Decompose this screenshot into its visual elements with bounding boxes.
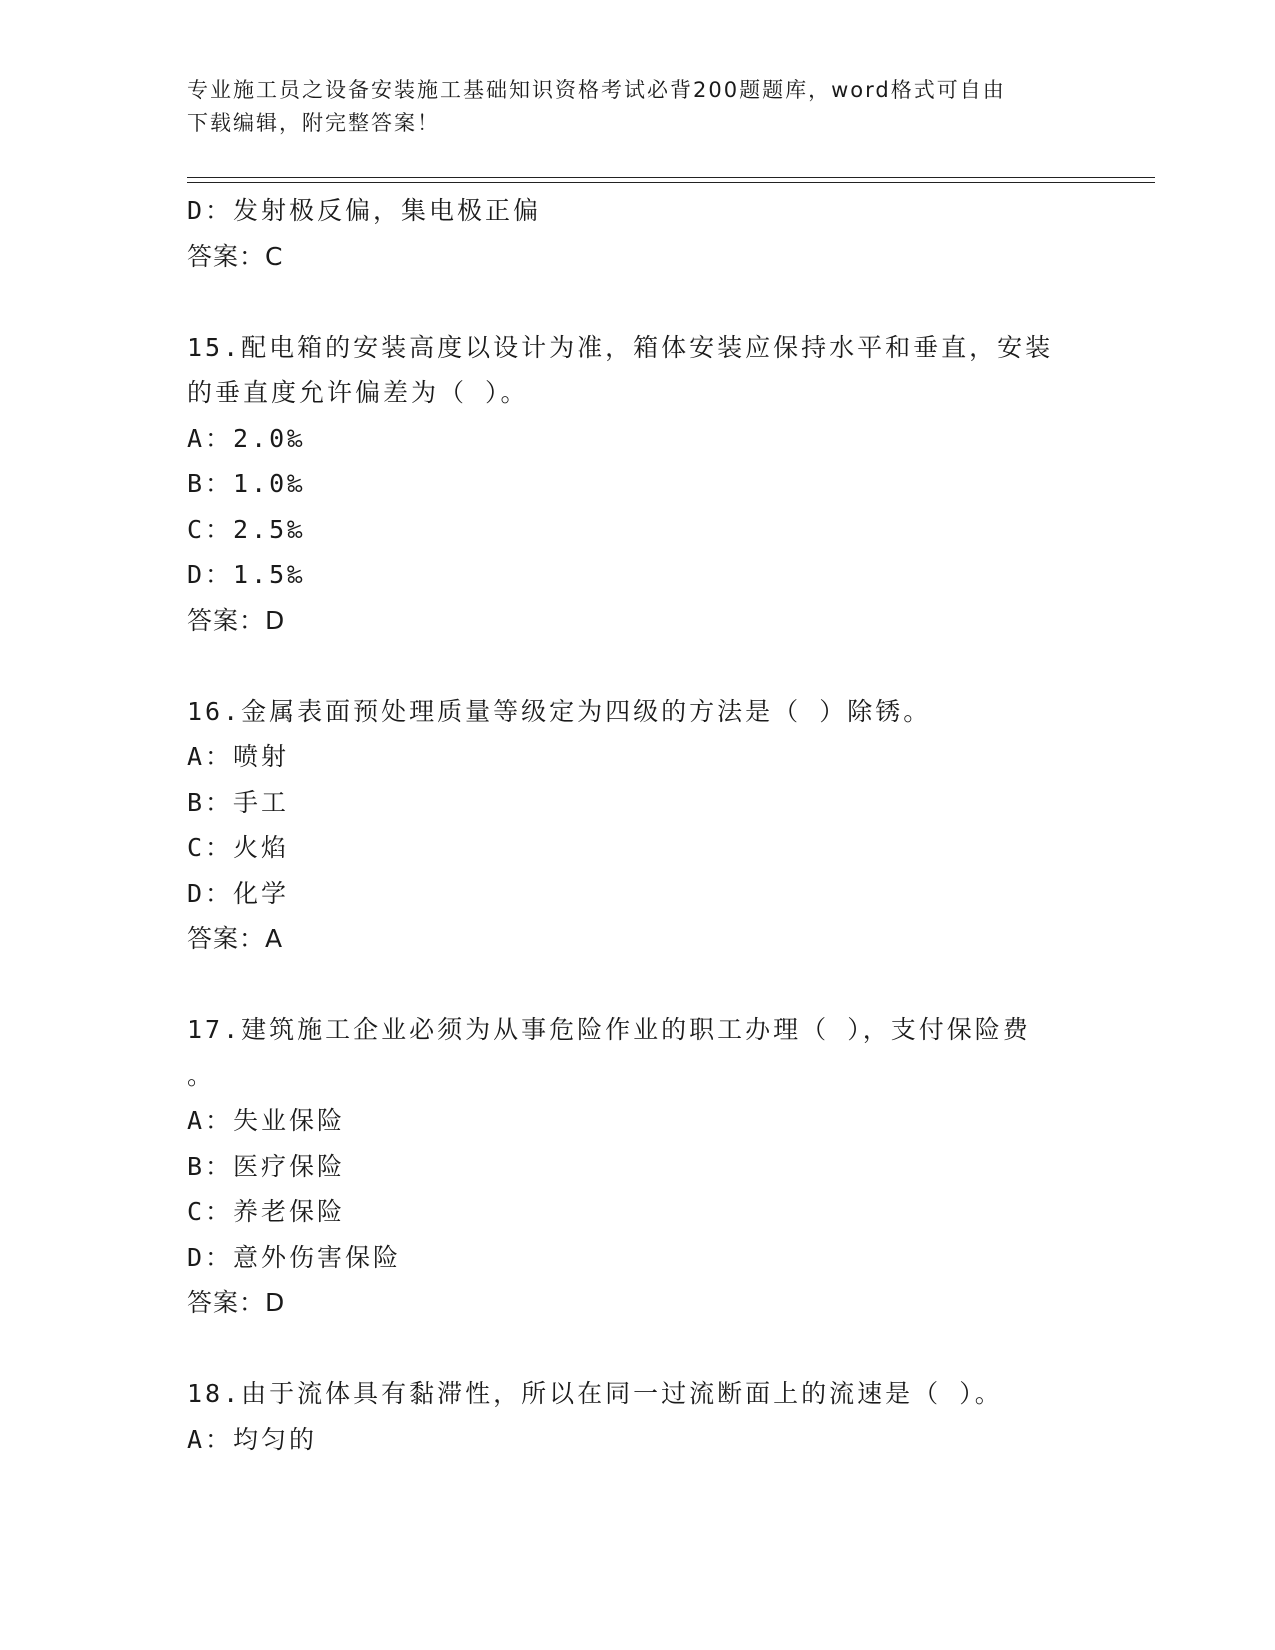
question-stem <box>187 1371 1087 1417</box>
option-a: A：喷射 <box>187 742 290 771</box>
option-d: D：1.5‰ <box>187 560 306 589</box>
option-a: A：失业保险 <box>187 1106 346 1135</box>
question-stem <box>187 689 1087 735</box>
document-header <box>187 74 1067 140</box>
question-stem-line: 18.由于流体具有黏滞性，所以在同一过流断面上的流速是（ ）。 <box>187 1379 1003 1408</box>
option-c: C：养老保险 <box>187 1197 346 1226</box>
header-line-2: 下载编辑，附完整答案！ <box>187 111 440 135</box>
question-16 <box>187 689 1087 962</box>
question-stem-line: 的垂直度允许偏差为（ ）。 <box>187 378 529 407</box>
question-18 <box>187 1371 1087 1462</box>
question-15 <box>187 325 1087 644</box>
question-stem-line: 17.建筑施工企业必须为从事危险作业的职工办理（ ），支付保险费 <box>187 1015 1031 1044</box>
option-c: C：火焰 <box>187 833 290 862</box>
question-17 <box>187 1007 1087 1326</box>
question-list <box>187 188 1087 1462</box>
option-b: B：手工 <box>187 787 290 817</box>
previous-question-tail <box>187 188 1087 279</box>
answer-line: 答案：D <box>187 605 286 635</box>
option-d: D：化学 <box>187 878 290 908</box>
question-stem-line: 16.金属表面预处理质量等级定为四级的方法是（ ）除锈。 <box>187 696 932 726</box>
answer-line: 答案：C <box>187 241 284 271</box>
question-stem-line: 。 <box>187 1060 216 1090</box>
answer-line: 答案：A <box>187 924 284 953</box>
header-divider <box>187 177 1155 183</box>
option-a: A：2.0‰ <box>187 423 306 453</box>
question-stem-line: 15.配电箱的安装高度以设计为准，箱体安装应保持水平和垂直，安装 <box>187 332 1054 362</box>
option-b: B：医疗保险 <box>187 1151 346 1181</box>
answer-line: 答案：D <box>187 1288 286 1317</box>
option-c: C：2.5‰ <box>187 514 306 544</box>
option-b: B：1.0‰ <box>187 469 306 498</box>
question-stem <box>187 325 1087 416</box>
option-d: D：发射极反偏，集电极正偏 <box>187 196 542 225</box>
header-line-1: 专业施工员之设备安装施工基础知识资格考试必背200题题库，word格式可自由 <box>187 78 1006 102</box>
question-stem <box>187 1007 1087 1098</box>
option-a: A：均匀的 <box>187 1424 318 1454</box>
option-d: D：意外伤害保险 <box>187 1242 402 1272</box>
